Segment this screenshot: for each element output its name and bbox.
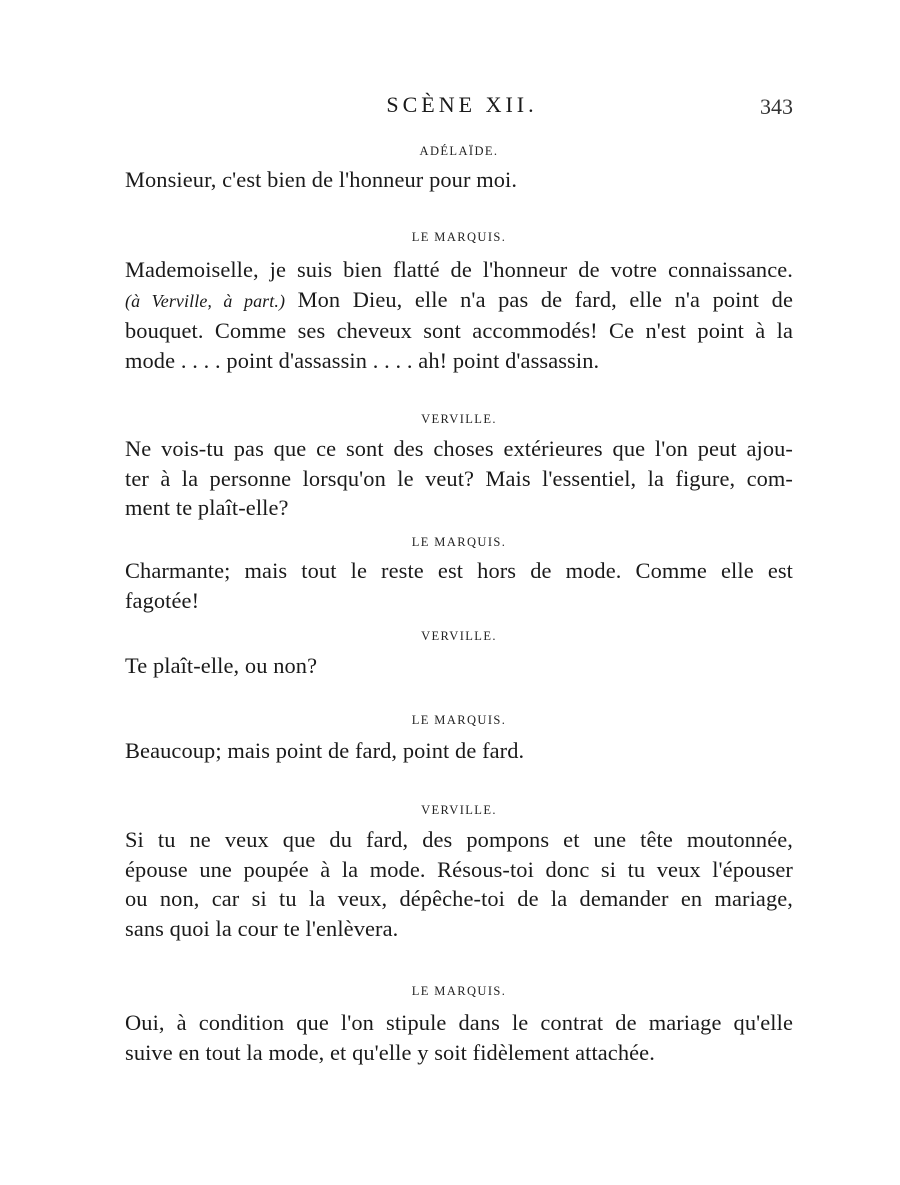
- speaker-name: LE MARQUIS.: [411, 713, 507, 727]
- speech-block: [125, 736, 793, 766]
- scene-title: SCÈNE XII.: [386, 92, 538, 117]
- speech-line: Mademoiselle, je suis bien flatté de l'honneur de votre connaissance.: [125, 257, 793, 282]
- speech-line: Te plaît-elle, ou non?: [125, 653, 318, 678]
- speech-line: épouse une poupée à la mode. Résous-toi donc si tu veux l'épouser: [125, 856, 793, 882]
- speaker-name: LE MARQUIS.: [411, 984, 507, 998]
- speech-line-with-direction: [125, 285, 793, 317]
- speech-block: [125, 255, 793, 375]
- speech-line: Ne vois-tu pas que ce sont des choses extérieures que l'on peut ajou-: [125, 436, 793, 461]
- speech-line: mode . . . . point d'assassin . . . . ah! point d'assassin.: [125, 347, 600, 373]
- speech-line: Beaucoup; mais point de fard, point de fard.: [125, 738, 525, 763]
- speech-block: [125, 1008, 793, 1067]
- page-number: 343: [760, 94, 793, 119]
- speech-line: bouquet. Comme ses cheveux sont accommodés! Ce n'est point à la: [125, 318, 793, 344]
- speaker-name: VERVILLE.: [421, 629, 497, 643]
- speech-line: fagotée!: [125, 587, 200, 613]
- speech-line: sans quoi la cour te l'enlèvera.: [125, 915, 399, 941]
- speech-line: Charmante; mais tout le reste est hors de mode. Comme elle est: [125, 558, 793, 583]
- speaker-name: VERVILLE.: [421, 803, 497, 817]
- speech-block: [125, 651, 793, 681]
- speech-line: suive en tout la mode, et qu'elle y soit fidèlement attachée.: [125, 1039, 655, 1065]
- speech-line: Monsieur, c'est bien de l'honneur pour moi.: [125, 167, 518, 192]
- speech-line: ment te plaît-elle?: [125, 495, 289, 521]
- speech-line: Oui, à condition que l'on stipule dans le contrat de mariage qu'elle: [125, 1010, 793, 1035]
- speech-line: ter à la personne lorsqu'on le veut? Mais l'essentiel, la figure, com-: [125, 465, 793, 491]
- speech-block: [125, 165, 793, 195]
- speaker-name: LE MARQUIS.: [411, 535, 507, 549]
- speech-line: ou non, car si tu la veux, dépêche-toi de la demander en mariage,: [125, 886, 793, 912]
- speech-block: [125, 556, 793, 615]
- speech-block: [125, 434, 793, 523]
- speaker-name: ADÉLAÏDE.: [419, 144, 499, 158]
- speech-line: Si tu ne veux que du fard, des pompons et une tête moutonnée,: [125, 827, 793, 852]
- speaker-name: LE MARQUIS.: [411, 230, 507, 244]
- speaker-name: VERVILLE.: [421, 412, 497, 426]
- speech-line: Mon Dieu, elle n'a pas de fard, elle n'a point de: [297, 286, 793, 312]
- speech-block: [125, 825, 793, 943]
- running-head: [0, 92, 900, 122]
- stage-direction: (à Verville, à part.): [125, 290, 286, 311]
